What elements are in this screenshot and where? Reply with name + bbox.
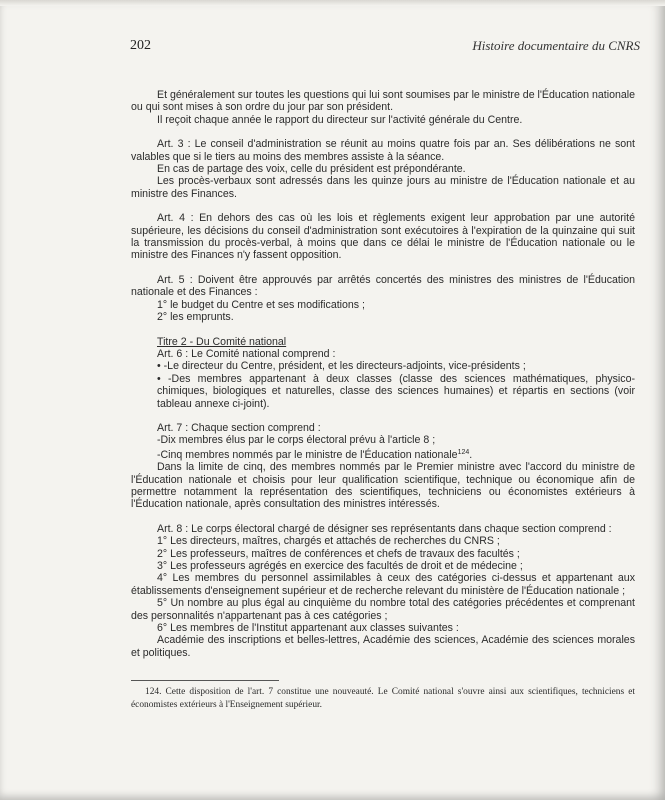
list-item: 2° les emprunts.: [157, 311, 234, 324]
article-3: Art. 3 : Le conseil d'administration se réunit au moins quatre fois par an. Ses délibérations ne sont valables que si le tiers au moins des membres assiste à la séance.: [131, 138, 635, 163]
article-5: Art. 5 : Doivent être approuvés par arrêtés concertés des ministres des ministres de l'Éducation nationale et des Finances :: [131, 273, 635, 299]
page-body: [131, 89, 635, 659]
section-title: Titre 2 - Du Comité national: [157, 335, 287, 348]
footnote-text: 124. Cette disposition de l'art. 7 constitue une nouveauté. Le Comité national s'ouvre ainsi aux scientifiques, techniciens et économistes extérieurs à l'Enseignement supérieur.: [131, 687, 635, 710]
list-item: 2° Les professeurs, maîtres de conférences et chefs de travaux des facultés ;: [157, 547, 520, 560]
paragraph: Et généralement sur toutes les questions qui lui sont soumises par le ministre de l'Éducation nationale ou qui sont mises à son ordre du jour par son président.: [131, 89, 635, 114]
list-item: 3° Les professeurs agrégés en exercice des facultés de droit et de médecine ;: [157, 560, 523, 572]
page-number: 202: [130, 38, 151, 53]
article-7: Art. 7 : Chaque section comprend :: [157, 421, 321, 434]
list-item: 1° le budget du Centre et ses modifications ;: [157, 298, 365, 311]
list-item: -Cinq membres nommés par le ministre de l'Éducation nationale$^{124}$.: [157, 448, 473, 461]
running-title: Histoire documentaire du CNRS: [472, 38, 640, 53]
page-edge: [0, 0, 665, 6]
list-item: • -Des membres appartenant à deux classes (classe des sciences mathématiques, physico-chimiques, biologiques et naturelles, classe des sciences humaines) et répartis en sections (voir tableau annexe ci-joint).: [157, 372, 635, 410]
footnote-divider: [131, 680, 279, 681]
list-item: 4° Les membres du personnel assimilables à ceux des catégories ci-dessus et appartenant aux établissements d'enseignement supérieur et de recherche relevant du ministère de l'Éducation nationale ;: [131, 572, 635, 597]
page-header: [130, 38, 640, 58]
article-6: Art. 6 : Le Comité national comprend :: [157, 347, 336, 360]
list-item-text: -Cinq membres nommés par le ministre de l'Éducation nationale: [157, 448, 458, 461]
list-item: 5° Un nombre au plus égal au cinquième du nombre total des catégories précédentes et comprenant des personnalités n'appartenant pas à ces catégories ;: [131, 597, 635, 622]
article-4: Art. 4 : En dehors des cas où les lois et règlements exigent leur approbation par une autorité supérieure, les décisions du conseil d'administration sont exécutoires à l'expiration de la quinzaine qui suit la transmission du procès-verbal, à moins que dans ce délai le ministre de l'Éducation nationale ou le ministre des Finances n'y fassent opposition.: [131, 212, 635, 262]
paragraph: Il reçoit chaque année le rapport du directeur sur l'activité générale du Centre.: [157, 113, 523, 126]
article-8: Art. 8 : Le corps électoral chargé de désigner ses représentants dans chaque section comprend :: [157, 522, 612, 535]
list-item: 1° Les directeurs, maîtres, chargés et attachés de recherches du CNRS ;: [157, 535, 500, 548]
list-item: Académie des inscriptions et belles-lettres, Académie des sciences, Académie des sciences morales et politiques.: [131, 634, 635, 659]
list-item: 6° Les membres de l'Institut appartenant aux classes suivantes :: [157, 622, 459, 635]
footnote: [131, 686, 635, 711]
list-item: -Dix membres élus par le corps électoral prévu à l'article 8 ;: [157, 434, 436, 447]
paragraph: Dans la limite de cinq, des membres nommés par le Premier ministre avec l'accord du ministre de l'Éducation nationale et choisis pour leur qualification scientifique, technique ou économique afin de permettre notamment la représentation des scientifiques, techniciens ou économistes extérieurs à l'Éducation nationale, après consultation des ministres intéressés.: [131, 461, 635, 511]
footnote-ref: 124: [457, 448, 470, 456]
paragraph: En cas de partage des voix, celle du président est prépondérante.: [157, 163, 466, 176]
list-item: • -Le directeur du Centre, président, et les directeurs-adjoints, vice-présidents ;: [157, 360, 526, 373]
paragraph: Les procès-verbaux sont adressés dans les quinze jours au ministre de l'Éducation nationale et au ministre des Finances.: [131, 175, 635, 200]
